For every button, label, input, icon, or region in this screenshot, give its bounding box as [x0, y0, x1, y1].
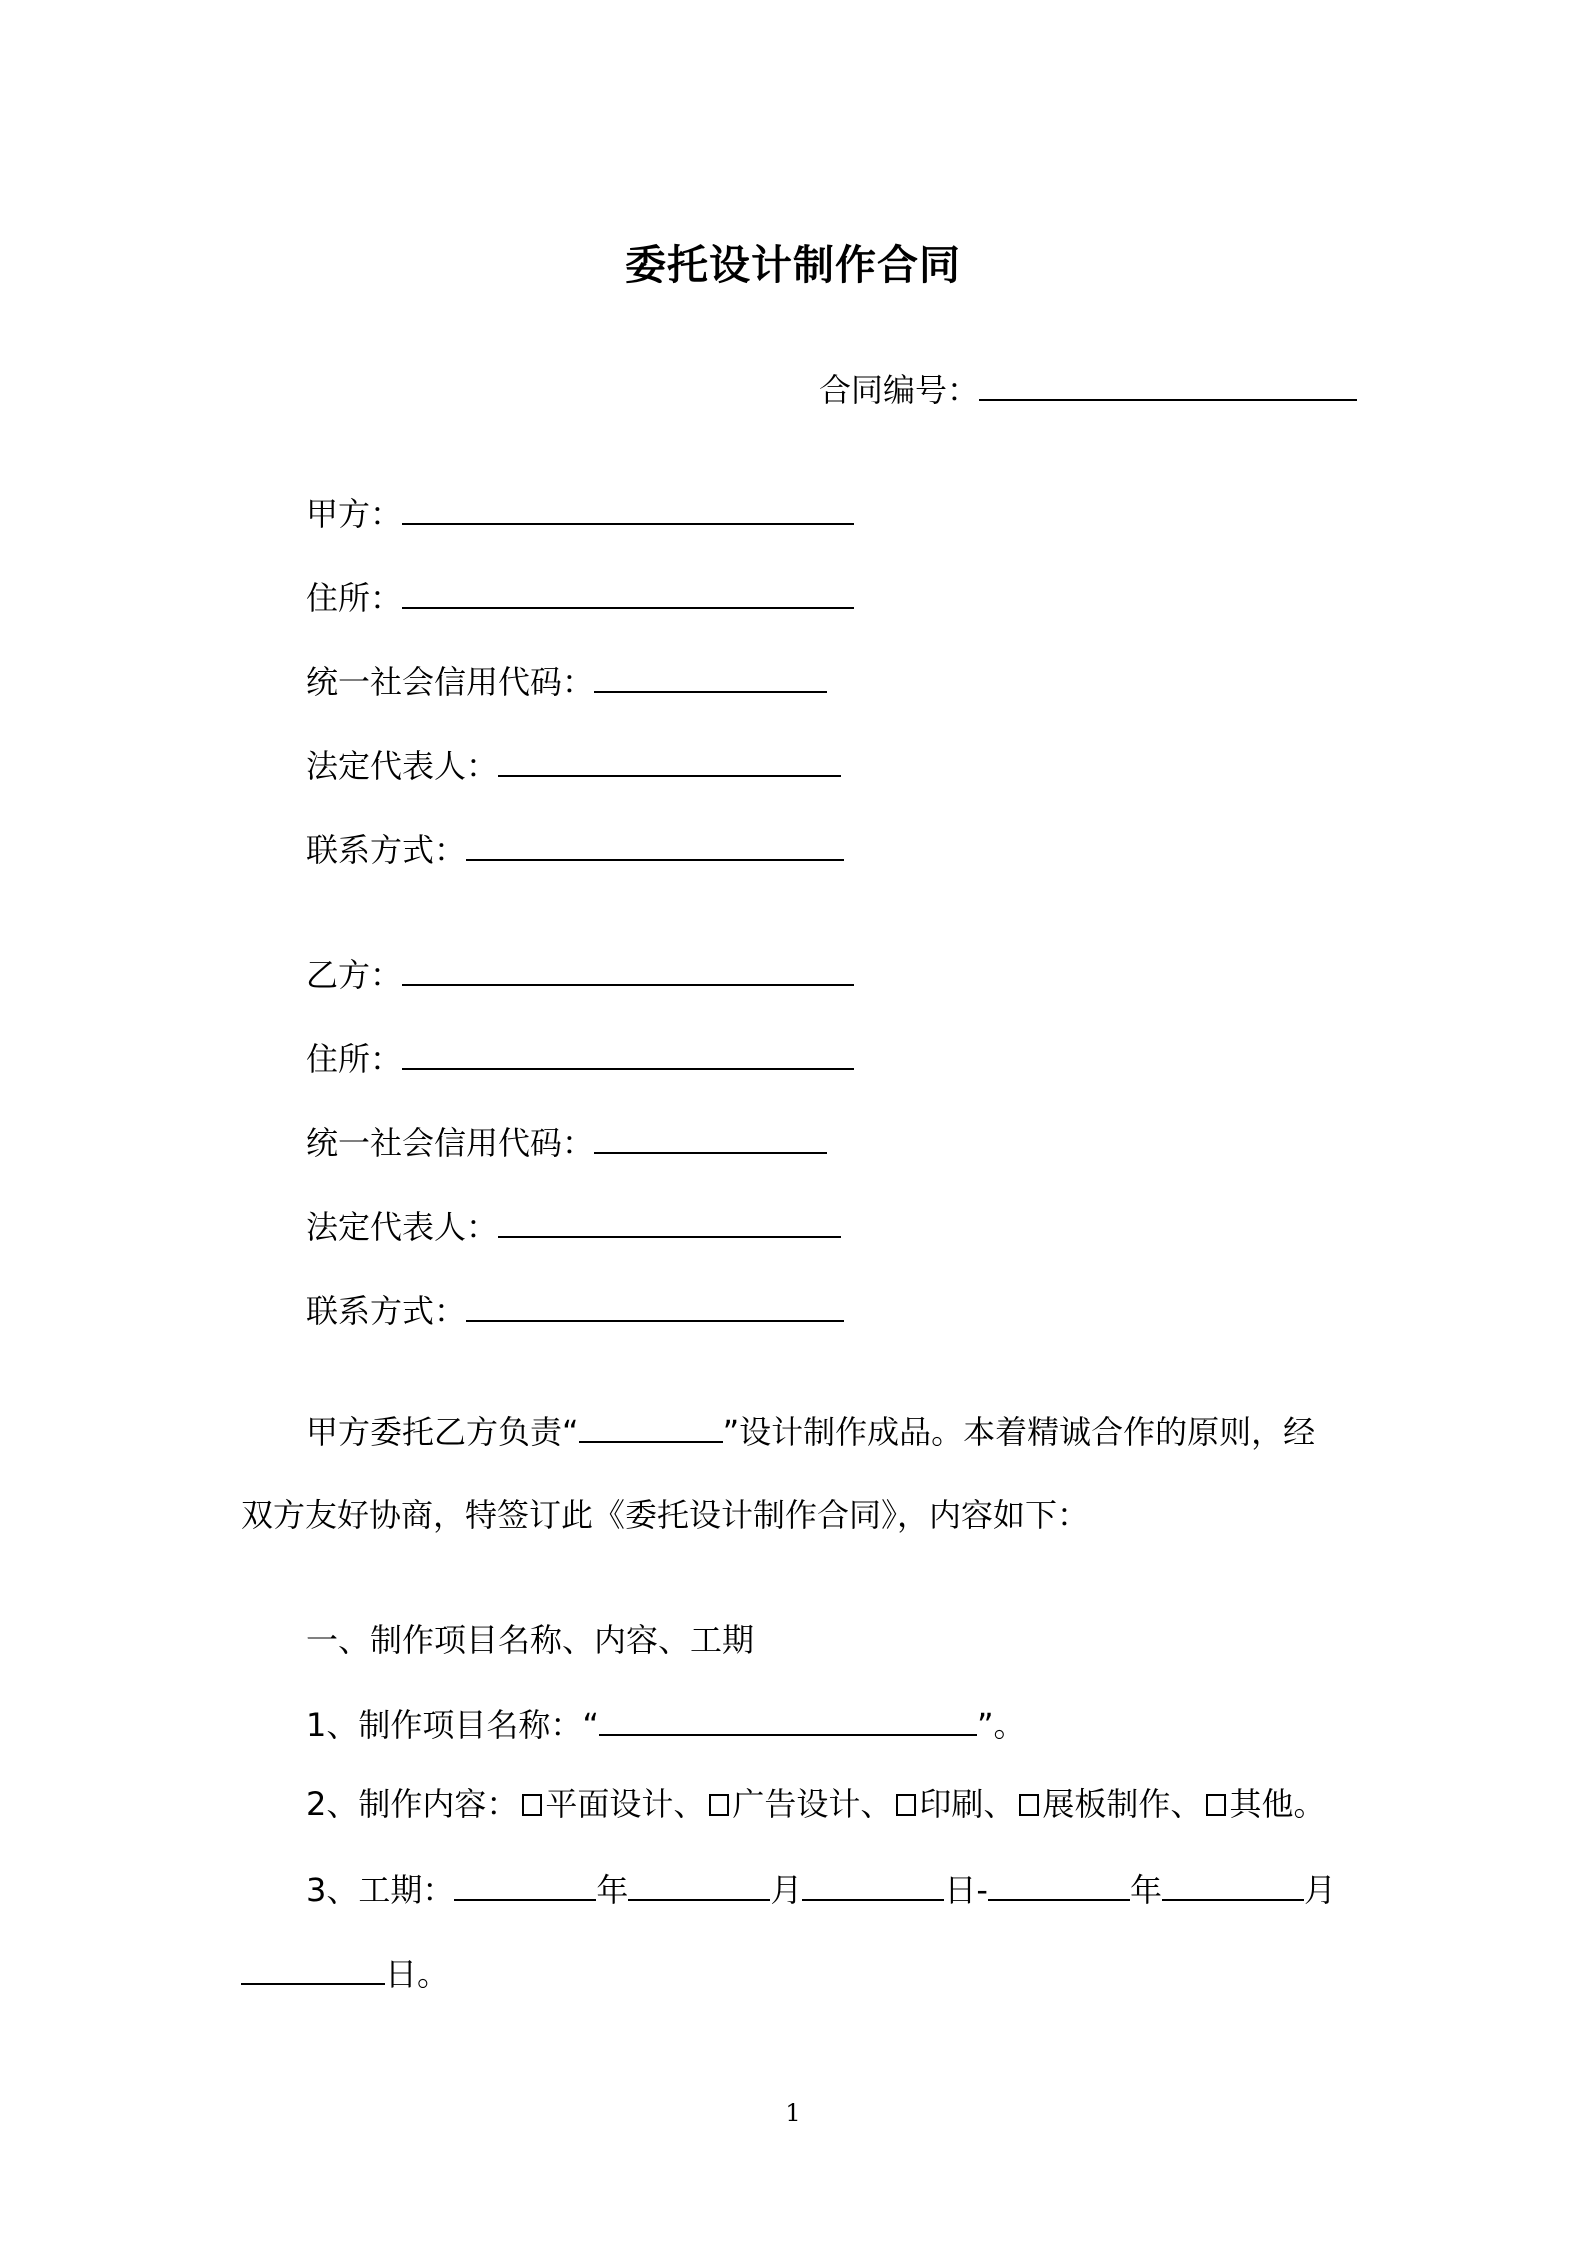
party-b-credit-code-field[interactable]: [594, 1126, 827, 1154]
item-1-suffix: ”。: [976, 1706, 1026, 1744]
contract-number-field[interactable]: [979, 373, 1357, 401]
party-a-address-line: [306, 579, 854, 617]
project-name-field[interactable]: [599, 1708, 977, 1736]
party-a-representative-field[interactable]: [498, 749, 841, 777]
start-year-field[interactable]: [454, 1873, 596, 1901]
date-range-dash: -: [976, 1871, 988, 1909]
other-label: 其他。: [1229, 1785, 1326, 1823]
start-month-field[interactable]: [628, 1873, 770, 1901]
contract-number-line: [818, 371, 1357, 409]
intro-text-line2: 双方友好协商，特签订此《委托设计制作合同》，内容如下：: [241, 1496, 1090, 1534]
display-board-label: 展板制作、: [1042, 1785, 1203, 1823]
party-b-contact-label: 联系方式：: [306, 1292, 467, 1330]
party-b-name-label: 乙方：: [306, 956, 403, 994]
intro-line-1: [306, 1413, 1316, 1451]
party-a-contact-line: [306, 831, 844, 869]
printing-label: 印刷、: [919, 1785, 1016, 1823]
party-b-name-field[interactable]: [402, 958, 854, 986]
party-a-contact-label: 联系方式：: [306, 831, 467, 869]
advertising-design-checkbox[interactable]: [709, 1794, 729, 1816]
contract-number-label: 合同编号：: [818, 371, 979, 409]
item-3-line-2: [241, 1955, 450, 1993]
display-board-checkbox[interactable]: [1019, 1794, 1039, 1816]
intro-text-part2: ”设计制作成品。本着精诚合作的原则，经: [722, 1413, 1316, 1451]
section-1-heading-text: 一、制作项目名称、内容、工期: [306, 1621, 755, 1659]
printing-checkbox[interactable]: [896, 1794, 916, 1816]
party-a-credit-code-line: [306, 663, 827, 701]
party-b-address-field[interactable]: [402, 1042, 854, 1070]
party-b-address-line: [306, 1040, 854, 1078]
party-a-address-field[interactable]: [402, 581, 854, 609]
party-b-credit-code-line: [306, 1124, 827, 1162]
party-b-representative-label: 法定代表人：: [306, 1208, 499, 1246]
item-1-prefix: 1、制作项目名称：“: [306, 1706, 599, 1744]
party-b-representative-line: [306, 1208, 841, 1246]
other-checkbox[interactable]: [1206, 1794, 1226, 1816]
party-a-credit-code-field[interactable]: [594, 665, 827, 693]
advertising-design-label: 广告设计、: [732, 1785, 893, 1823]
item-2-line: [306, 1785, 1326, 1823]
party-b-contact-line: [306, 1292, 844, 1330]
party-a-address-label: 住所：: [306, 579, 403, 617]
start-year-label: 年: [596, 1871, 629, 1909]
end-day-label: 日。: [385, 1955, 450, 1993]
party-a-name-label: 甲方：: [306, 495, 403, 533]
party-a-credit-code-label: 统一社会信用代码：: [306, 663, 595, 701]
graphic-design-label: 平面设计、: [545, 1785, 706, 1823]
intro-text-part1: 甲方委托乙方负责“: [306, 1413, 579, 1451]
graphic-design-checkbox[interactable]: [522, 1794, 542, 1816]
party-a-contact-field[interactable]: [466, 833, 844, 861]
item-1-line: [306, 1706, 1026, 1744]
end-month-field[interactable]: [1162, 1873, 1304, 1901]
party-b-address-label: 住所：: [306, 1040, 403, 1078]
intro-project-field[interactable]: [579, 1415, 723, 1443]
page-number: 1: [785, 2099, 801, 2127]
end-year-field[interactable]: [988, 1873, 1130, 1901]
start-day-label: 日: [944, 1871, 977, 1909]
document-title: 委托设计制作合同: [625, 241, 961, 289]
section-1-heading: [306, 1621, 755, 1659]
party-b-credit-code-label: 统一社会信用代码：: [306, 1124, 595, 1162]
party-b-contact-field[interactable]: [466, 1294, 844, 1322]
item-3-line: [306, 1871, 1336, 1909]
item-2-prefix: 2、制作内容：: [306, 1785, 519, 1823]
party-b-representative-field[interactable]: [498, 1210, 841, 1238]
party-a-representative-line: [306, 747, 841, 785]
party-a-name-field[interactable]: [402, 497, 854, 525]
party-b-name-line: [306, 956, 854, 994]
end-month-label: 月: [1303, 1871, 1336, 1909]
start-day-field[interactable]: [802, 1873, 944, 1901]
intro-line-2: [241, 1496, 1090, 1534]
item-3-prefix: 3、工期：: [306, 1871, 455, 1909]
end-year-label: 年: [1129, 1871, 1162, 1909]
end-day-field[interactable]: [241, 1957, 385, 1985]
start-month-label: 月: [770, 1871, 803, 1909]
party-a-name-line: [306, 495, 854, 533]
party-a-representative-label: 法定代表人：: [306, 747, 499, 785]
